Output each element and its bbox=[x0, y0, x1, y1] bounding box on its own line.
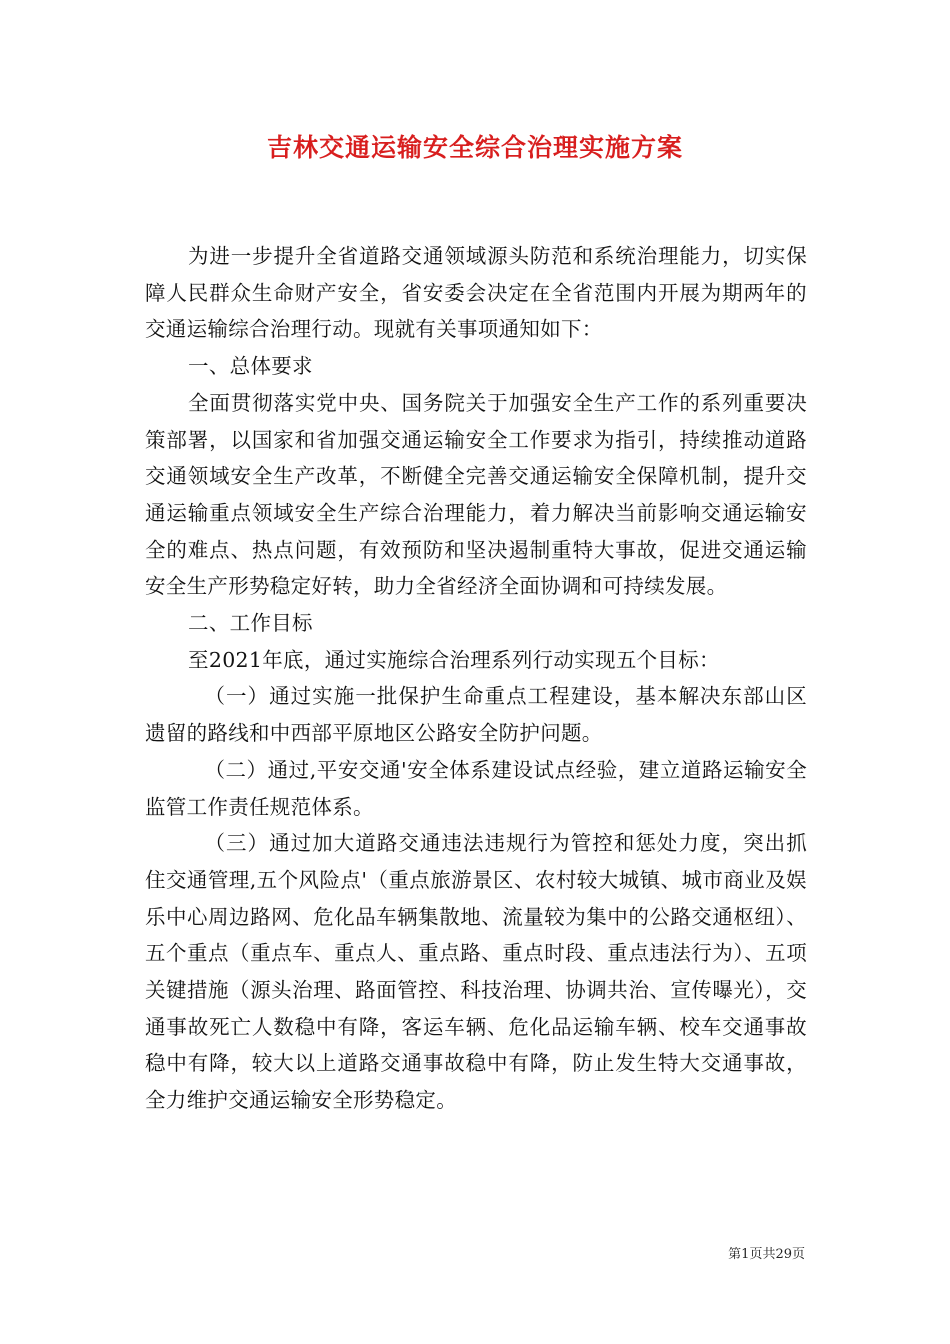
section-heading-work-goals: 二、工作目标 bbox=[188, 611, 313, 636]
goal-item-1: （一）通过实施一批保护生命重点工程建设，基本解决东部山区遗留的路线和中西部平原地区公路安全防护问题。 bbox=[145, 684, 807, 746]
goal-item-3: （三）通过加大道路交通违法违规行为管控和惩处力度，突出抓住交通管理,五个风险点'（重点旅游景区、农村较大城镇、城市商业及娱乐中心周边路网、危化品车辆集散地、流量较为集中的公路交通枢纽）、五个重点（重点车、重点人、重点路、重点时段、重点违法行为）、五项关键措施（源头治理、路面管控、科技治理、协调共治、宣传曝光），交通事故死亡人数稳中有降，客运车辆、危化品运输车辆、校车交通事故稳中有降，较大以上道路交通事故稳中有降，防止发生特大交通事故，全力维护交通运输安全形势稳定。 bbox=[145, 831, 807, 1113]
work-goals-intro: 至2021年底，通过实施综合治理系列行动实现五个目标： bbox=[188, 647, 720, 672]
intro-paragraph: 为进一步提升全省道路交通领域源头防范和系统治理能力，切实保障人民群众生命财产安全，省安委会决定在全省范围内开展为期两年的交通运输综合治理行动。现就有关事项通知如下： bbox=[145, 244, 807, 342]
page-number-footer: 第1页共29页 bbox=[728, 1247, 805, 1262]
document-body bbox=[145, 238, 807, 1119]
general-requirements-paragraph: 全面贯彻落实党中央、国务院关于加强安全生产工作的系列重要决策部署，以国家和省加强交通运输安全工作要求为指引，持续推动道路交通领域安全生产改革，不断健全完善交通运输安全保障机制，提升交通运输重点领域安全生产综合治理能力，着力解决当前影响交通运输安全的难点、热点问题，有效预防和坚决遏制重特大事故，促进交通运输安全生产形势稳定好转，助力全省经济全面协调和可持续发展。 bbox=[145, 390, 807, 599]
document-title: 吉林交通运输安全综合治理实施方案 bbox=[266, 133, 683, 162]
goal-item-2: （二）通过,平安交通'安全体系建设试点经验，建立道路运输安全监管工作责任规范体系。 bbox=[145, 757, 807, 819]
section-heading-general-requirements: 一、总体要求 bbox=[188, 354, 313, 379]
